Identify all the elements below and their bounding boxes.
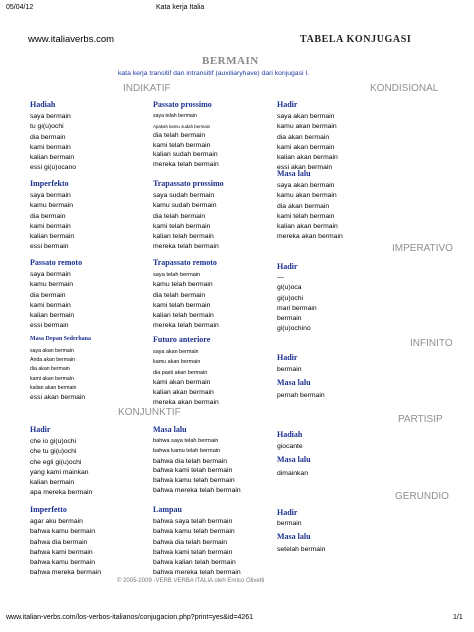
- tense-lines-partisip-hadiah: [277, 442, 303, 452]
- tense-title-futuro-anteriore: Futuro anteriore: [153, 335, 211, 344]
- conj-line: kami bermain: [30, 222, 71, 230]
- conj-line: kami akan bermain: [277, 143, 335, 151]
- conj-line: che egli gi(u)ochi: [30, 458, 82, 466]
- conj-line: apa mereka bermain: [30, 489, 93, 497]
- conj-line: kalian bermain: [30, 154, 75, 162]
- tense-title-infinito-hadir: Hadir: [277, 353, 298, 362]
- conj-line: bahwa mereka telah bermain: [153, 486, 241, 494]
- conj-line: gi(u)ochi: [277, 294, 304, 302]
- conj-line: saya bermain: [30, 192, 71, 199]
- verb-description: kata kerja transitif dan intransitif (auxiliaryhave) dari konjugasi I.: [118, 70, 310, 77]
- conj-line: dia akan bermain: [277, 133, 330, 141]
- tense-lines-konjunktif-imperfetto: [30, 517, 101, 579]
- conj-line: saya akan bermain: [30, 348, 74, 354]
- tense-title-imperfekto: Imperfekto: [30, 179, 69, 188]
- print-date: 05/04/12: [6, 4, 34, 11]
- conj-line: pernah bermain: [277, 392, 325, 399]
- conj-line: kalian akan bermain: [277, 154, 338, 162]
- conj-line: saya telah bermain: [153, 113, 197, 119]
- conj-line: kalian bermain: [30, 479, 75, 487]
- conj-line: bahwa dia telah bermain: [153, 457, 228, 465]
- tense-lines-gerundio-masa-lalu: [277, 545, 325, 555]
- conj-line: tu gi(u)ochi: [30, 123, 64, 131]
- conj-line: kamu sudah bermain: [153, 202, 217, 210]
- conj-line: kami akan bermain: [30, 375, 74, 382]
- conj-line: che tu gi(u)ochi: [30, 448, 77, 456]
- tense-lines-konjunktif-lampau: [153, 517, 241, 579]
- conj-line: kalian telah bermain: [153, 233, 214, 241]
- conj-line: bahwa kamu telah bermain: [153, 528, 235, 536]
- tense-lines-trapassato-prossimo: [153, 191, 219, 253]
- conj-line: —: [277, 274, 284, 281]
- tense-lines-trapassato-remoto: [153, 270, 219, 332]
- conj-line: mereka akan bermain: [277, 233, 343, 241]
- conj-line: mari bermain: [277, 304, 317, 312]
- tense-lines-kondisional-hadir: [277, 112, 338, 174]
- conj-line: dia akan bermain: [30, 366, 70, 373]
- conj-line: yang kami mainkan: [30, 468, 89, 476]
- conj-line: bahwa kalian telah bermain: [153, 559, 236, 567]
- conj-line: bahwa kamu bermain: [30, 559, 95, 567]
- conj-line: mereka akan bermain: [153, 399, 219, 407]
- conj-line: saya akan bermain: [277, 182, 335, 189]
- conj-line: kami telah bermain: [153, 301, 211, 309]
- conj-line: kami telah bermain: [153, 141, 211, 149]
- conj-line: kalian bermain: [30, 312, 75, 320]
- conj-line: kalian akan bermain: [277, 223, 338, 231]
- tense-lines-infinito-masa-lalu: [277, 391, 325, 401]
- conj-line: bahwa mereka telah bermain: [153, 569, 241, 577]
- section-konjunktif: KONJUNKTIF: [118, 407, 181, 418]
- conj-line: setelah bermain: [277, 546, 326, 553]
- tense-lines-kondisional-masa-lalu: [277, 181, 343, 243]
- conj-line: essi gi(u)ocano: [30, 164, 77, 172]
- tabela-title: TABELA KONJUGASI: [300, 34, 412, 45]
- tense-lines-imperativo-hadir: [277, 273, 317, 335]
- tense-title-masa-depan: Masa Depan Sederhana: [30, 336, 92, 342]
- conj-line: kamu akan bermain: [277, 123, 337, 131]
- conj-line: dia akan bermain: [277, 202, 330, 210]
- tense-lines-futuro-anteriore: [153, 347, 219, 409]
- tense-title-kondisional-hadir: Hadir: [277, 100, 298, 109]
- tense-lines-imperfekto: [30, 191, 74, 253]
- tense-lines-infinito-hadir: [277, 365, 302, 375]
- tense-lines-gerundio-hadir: [277, 519, 302, 529]
- section-kondisional: KONDISIONAL: [370, 83, 439, 94]
- conj-line: mereka telah bermain: [153, 243, 219, 251]
- conj-line: dimainkan: [277, 470, 308, 477]
- conj-line: dia telah bermain: [153, 291, 206, 299]
- conj-line: dia bermain: [30, 291, 66, 299]
- conj-line: essi bermain: [30, 243, 69, 251]
- tense-title-passato-remoto: Passato remoto: [30, 258, 83, 267]
- conj-line: Anda akan bermain: [30, 357, 75, 364]
- conj-line: kami bermain: [30, 301, 71, 309]
- section-imperativo: IMPERATIVO: [392, 243, 453, 254]
- copyright: © 2005-2009 -VERB VERBA ITALIA oleh Enrico Olivetti: [117, 578, 265, 584]
- conj-line: saya telah bermain: [153, 272, 201, 278]
- tense-title-gerundio-masa-lalu: Masa lalu: [277, 532, 311, 541]
- conj-line: bermain: [277, 366, 302, 373]
- conj-line: bahwa dia telah bermain: [153, 538, 228, 546]
- conj-line: kami telah bermain: [277, 212, 335, 220]
- tense-title-partisip-hadiah: Hadiah: [277, 430, 303, 439]
- conj-line: bahwa dia bermain: [30, 538, 88, 546]
- conj-line: bahwa kami bermain: [30, 548, 93, 556]
- conj-line: mereka telah bermain: [153, 322, 219, 330]
- site-name[interactable]: www.italiaverbs.com: [28, 34, 115, 45]
- verb-title: BERMAIN: [202, 55, 259, 67]
- conj-line: bahwa saya telah bermain: [153, 438, 219, 444]
- conj-line: kami akan bermain: [153, 378, 211, 386]
- conj-line: kamu akan bermain: [153, 359, 201, 366]
- print-url[interactable]: www.italian-verbs.com/los-verbos-italianos/conjugacion.php?print=yes&id=4261: [6, 614, 254, 621]
- conj-line: bahwa kamu bermain: [30, 528, 95, 536]
- conj-line: kalian bermain: [30, 233, 75, 241]
- conj-line: saya bermain: [30, 271, 71, 278]
- conj-line: kamu telah bermain: [153, 281, 213, 289]
- conj-line: kalian sudah bermain: [153, 151, 218, 159]
- conj-line: agar aku bermain: [30, 518, 83, 525]
- tense-lines-passato-remoto: [30, 270, 74, 332]
- conj-line: gi(u)oca: [277, 284, 302, 292]
- tense-title-passato-prossimo: Passato prossimo: [153, 100, 212, 109]
- conj-line: saya bermain: [30, 113, 71, 120]
- tense-title-konjunktif-imperfetto: Imperfetto: [30, 505, 67, 514]
- section-gerundio: GERUNDIO: [395, 491, 449, 502]
- tense-title-gerundio-hadir: Hadir: [277, 508, 298, 517]
- conj-line: kamu bermain: [30, 281, 74, 289]
- conj-line: dia telah bermain: [153, 212, 206, 220]
- print-page-number: 1/1: [453, 614, 463, 621]
- tense-title-konjunktif-hadir: Hadir: [30, 425, 51, 434]
- section-infinito: INFINITO: [410, 338, 453, 349]
- conj-line: saya akan bermain: [153, 349, 199, 355]
- conj-line: bahwa kami telah bermain: [153, 548, 233, 556]
- conj-line: bahwa kamu telah bermain: [153, 447, 221, 454]
- conj-line: essi akan bermain: [30, 394, 86, 402]
- tense-title-imperativo-hadir: Hadir: [277, 262, 298, 271]
- conj-line: dia bermain: [30, 133, 66, 141]
- conj-line: dia pasti akan bermain: [153, 369, 208, 376]
- conj-line: kalian akan bermain: [30, 384, 77, 391]
- conj-line: bahwa mereka bermain: [30, 569, 102, 577]
- print-page-title: Kata kerja Italia: [156, 4, 205, 11]
- conj-line: kamu bermain: [30, 202, 74, 210]
- conj-line: dia telah bermain: [153, 132, 206, 140]
- conj-line: kami bermain: [30, 143, 71, 151]
- conj-line: dia bermain: [30, 212, 66, 220]
- conj-line: kalian telah bermain: [153, 312, 214, 320]
- conj-line: kalian akan bermain: [153, 389, 214, 397]
- tense-title-hadiah: Hadiah: [30, 100, 56, 109]
- tense-title-partisip-masa-lalu: Masa lalu: [277, 455, 311, 464]
- conj-line: saya sudah bermain: [153, 192, 215, 199]
- conj-line: essi akan bermain: [277, 164, 333, 172]
- tense-lines-masa-depan: [30, 347, 85, 402]
- tense-lines-partisip-masa-lalu: [277, 469, 308, 479]
- conj-line: bahwa kamu telah bermain: [153, 477, 235, 485]
- conj-line: bermain: [277, 315, 302, 323]
- conj-line: kami telah bermain: [153, 222, 211, 230]
- conj-line: saya akan bermain: [277, 113, 335, 120]
- section-partisip: PARTISIP: [398, 414, 443, 425]
- conj-line: gi(u)ochino: [277, 325, 311, 333]
- section-indikatif: INDIKATIF: [123, 83, 171, 94]
- tense-lines-konjunktif-hadir: [30, 437, 92, 499]
- tense-lines-hadiah: [30, 112, 76, 174]
- tense-title-konjunktif-masa-lalu: Masa lalu: [153, 425, 187, 434]
- conj-line: che io gi(u)ochi: [30, 438, 77, 445]
- conj-line: mereka telah bermain: [153, 160, 219, 168]
- tense-title-konjunktif-lampau: Lampau: [153, 505, 182, 514]
- conj-line: essi bermain: [30, 322, 69, 330]
- tense-lines-passato-prossimo: [153, 112, 219, 170]
- conj-line: giocante: [277, 443, 303, 450]
- tense-title-kondisional-masa-lalu: Masa lalu: [277, 169, 311, 178]
- tense-title-trapassato-prossimo: Trapassato prossimo: [153, 179, 224, 188]
- conj-line: bahwa kami telah bermain: [153, 467, 233, 475]
- tense-lines-konjunktif-masa-lalu: [153, 437, 241, 496]
- conj-line: bahwa saya telah bermain: [153, 518, 233, 525]
- conj-line: kamu akan bermain: [277, 192, 337, 200]
- tense-title-infinito-masa-lalu: Masa lalu: [277, 378, 311, 387]
- tense-title-trapassato-remoto: Trapassato remoto: [153, 258, 217, 267]
- conj-line: Apakah kamu sudah bermain: [153, 123, 211, 129]
- conj-line: bermain: [277, 520, 302, 527]
